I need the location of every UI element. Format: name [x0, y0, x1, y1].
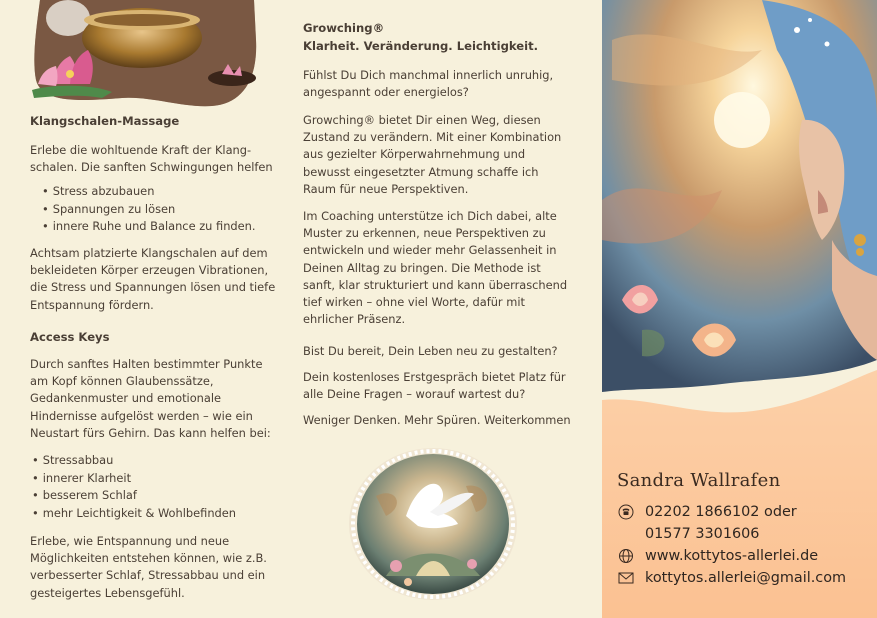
email-link[interactable]: kottytos.allerlei@gmail.com: [645, 570, 847, 586]
dove-circle-image: [346, 446, 520, 602]
contact-block: [617, 470, 872, 589]
klang-bullet-list: [30, 183, 292, 236]
phone-number-1[interactable]: 02202 1866102 oder: [645, 504, 797, 520]
tagline: Klarheit. Veränderung. Leichtigkeit.: [303, 39, 539, 53]
mail-icon: [617, 569, 635, 587]
singing-bowl-image: [32, 0, 262, 108]
contact-name: Sandra Wallrafen: [617, 470, 781, 491]
klang-description: Achtsam platzierte Klangschalen auf dem bekleideten Körper erzeugen Vibrationen, die Stress und Spannungen lösen und tiefe Entspannung fördern.: [30, 246, 276, 312]
section-title-access: Access Keys: [30, 330, 110, 344]
list-item: • Spannungen zu lösen: [42, 201, 292, 219]
outro-text: Erlebe, wie Entspannung und neue Möglichkeiten entstehen können, wie z.B. verbesserter Schlaf, Stressabbau und ein gesteigertes Lebensgefühl.: [30, 534, 267, 600]
paragraph-2: Growching® bietet Dir einen Weg, diesen Zustand zu verändern. Mit einer Kombination aus gezielter Körperwahrnehmung und bewusst eingesetzter Atmung schaffe ich Raum für neue Perspektiven.: [303, 113, 562, 196]
list-item: • innere Ruhe und Balance zu finden.: [42, 218, 292, 236]
list-item: • Stress abzubauen: [42, 183, 292, 201]
paragraph-6: Weniger Denken. Mehr Spüren. Weiterkommen: [303, 413, 571, 427]
access-intro: Durch sanftes Halten bestimmter Punkte am Kopf können Glaubenssätze, Gedankenmuster und emotionale Hindernisse aufgelöst werden – wie ein Neustart fürs Gehirn. Das kann helfen bei:: [30, 357, 271, 440]
paragraph-4: Bist Du bereit, Dein Leben neu zu gestalten?: [303, 344, 558, 358]
list-item: • besserem Schlaf: [32, 487, 282, 505]
phone-icon: [617, 503, 635, 521]
paragraph-1: Fühlst Du Dich manchmal innerlich unruhig, angespannt oder energielos?: [303, 68, 554, 100]
section-title-klangschalen: Klangschalen-Massage: [30, 114, 180, 128]
paragraph-3: Im Coaching unterstütze ich Dich dabei, alte Muster zu erkennen, neue Perspektiven zu entwickeln und wieder mehr Gelassenheit in Deinen Alltag zu bringen. Die Methode ist sanft, klar strukturiert und kann überraschend tief wirken – ohne viel Worte, dafür mit ehrlicher Präsenz.: [303, 209, 568, 327]
intro-text: Erlebe die wohltuende Kraft der Klang-schalen. Die sanften Schwingungen helfen: [30, 143, 273, 175]
paragraph-5: Dein kostenloses Erstgespräch bietet Platz für alle Deine Fragen – worauf wartest du?: [303, 370, 566, 402]
access-bullet-list: [30, 452, 282, 522]
list-item: • innerer Klarheit: [32, 470, 282, 488]
website-link[interactable]: www.kottytos-allerlei.de: [645, 548, 819, 564]
phone-number-2[interactable]: 01577 3301606: [645, 526, 760, 542]
globe-icon: [617, 547, 635, 565]
phone-row: [617, 501, 872, 523]
brand-title: Growching®: [303, 21, 385, 35]
email-row: [617, 567, 872, 589]
list-item: • Stressabbau: [32, 452, 282, 470]
phone-row-2: [617, 523, 872, 545]
web-row: [617, 545, 872, 567]
list-item: • mehr Leichtigkeit & Wohlbefinden: [32, 505, 282, 523]
